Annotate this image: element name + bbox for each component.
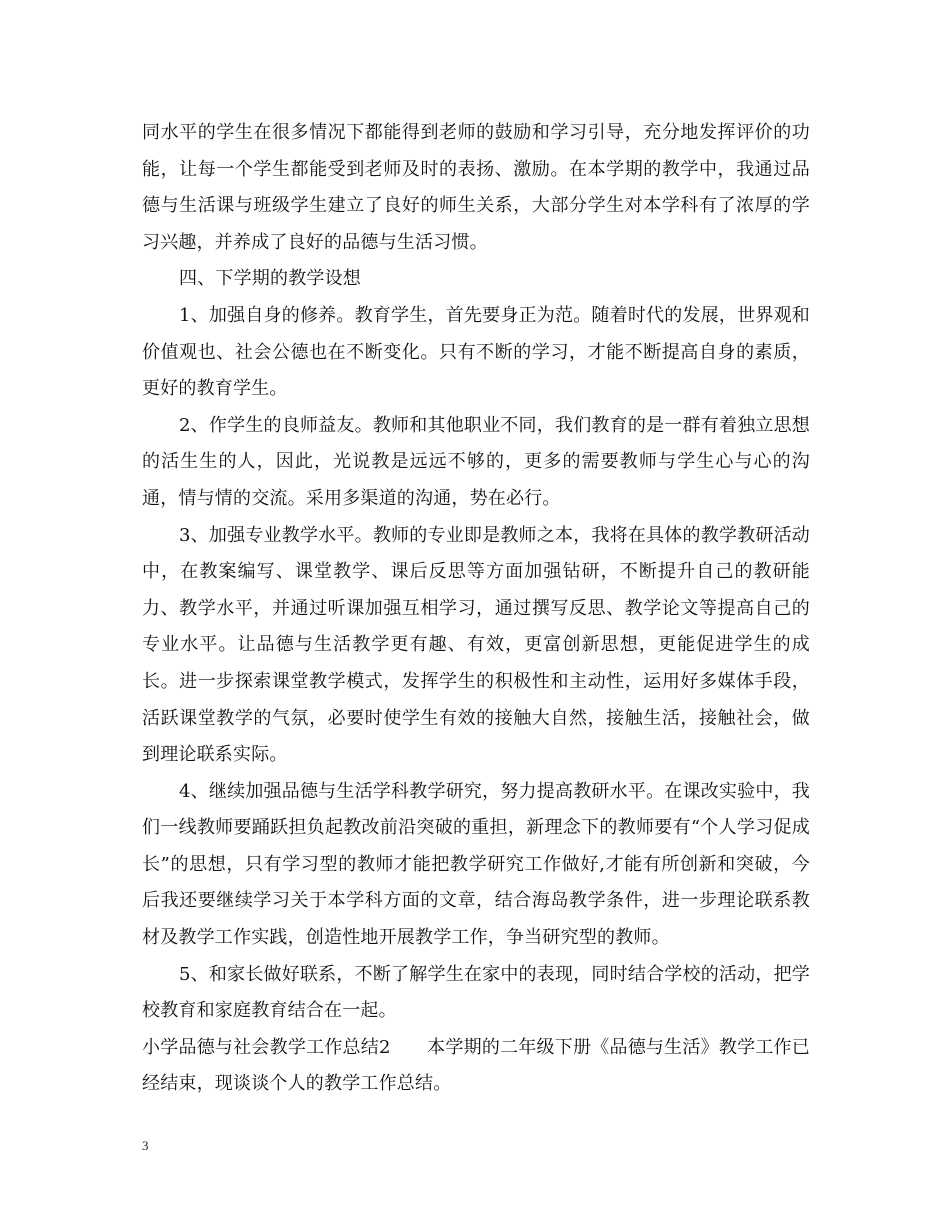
section-heading-next-term-plan: 四、下学期的教学设想 bbox=[179, 268, 361, 290]
paragraph-plan-item-4: 4、继续加强品德与生活学科教学研究，努力提高教研水平。在课改实验中，我们一线教师要踊跃担负起教改前沿突破的重担，新理念下的教师要有“个人学习促成长”的思想，只有学习型的教师才能把教学研究工作做好,才能有所创新和突破，今后我还要继续学习关于本学科方面的文章，结合海岛教学条件，进一步理论联系教材及教学工作实践，创造性地开展教学工作，争当研究型的教师。 bbox=[142, 780, 810, 949]
paragraph-plan-item-3: 3、加强专业教学水平。教师的专业即是教师之本，我将在具体的教学教研活动中，在教案编写、课堂教学、课后反思等方面加强钻研，不断提升自己的教研能力、教学水平，并通过听课加强互相学习，通过撰写反思、教学论文等提高自己的专业水平。让品德与生活教学更有趣、有效，更富创新思想，更能促进学生的成长。进一步探索课堂教学模式，发挥学生的积极性和主动性，运用好多媒体手段，活跃课堂教学的气氛，必要时使学生有效的接触大自然，接触生活，接触社会，做到理论联系实际。 bbox=[142, 524, 810, 766]
page-number: 3 bbox=[142, 1138, 149, 1153]
paragraph-summary-2-intro: 小学品德与社会教学工作总结2 本学期的二年级下册《品德与生活》教学工作已经结束，现谈谈个人的教学工作总结。 bbox=[142, 1036, 810, 1095]
paragraph-plan-item-2: 2、作学生的良师益友。教师和其他职业不同，我们教育的是一群有着独立思想的活生生的人，因此，光说教是远远不够的，更多的需要教师与学生心与心的沟通，情与情的交流。采用多渠道的沟通，势在必行。 bbox=[142, 414, 810, 509]
document-body bbox=[142, 115, 810, 1103]
paragraph-evaluation-summary: 同水平的学生在很多情况下都能得到老师的鼓励和学习引导，充分地发挥评价的功能，让每一个学生都能受到老师及时的表扬、激励。在本学期的教学中，我通过品德与生活课与班级学生建立了良好的师生关系，大部分学生对本学科有了浓厚的学习兴趣，并养成了良好的品德与生活习惯。 bbox=[142, 122, 810, 253]
paragraph-plan-item-5: 5、和家长做好联系，不断了解学生在家中的表现，同时结合学校的活动，把学校教育和家庭教育结合在一起。 bbox=[142, 963, 810, 1022]
paragraph-plan-item-1: 1、加强自身的修养。教育学生，首先要身正为范。随着时代的发展，世界观和价值观也、社会公德也在不断变化。只有不断的学习，才能不断提高自身的素质，更好的教育学生。 bbox=[142, 304, 810, 400]
